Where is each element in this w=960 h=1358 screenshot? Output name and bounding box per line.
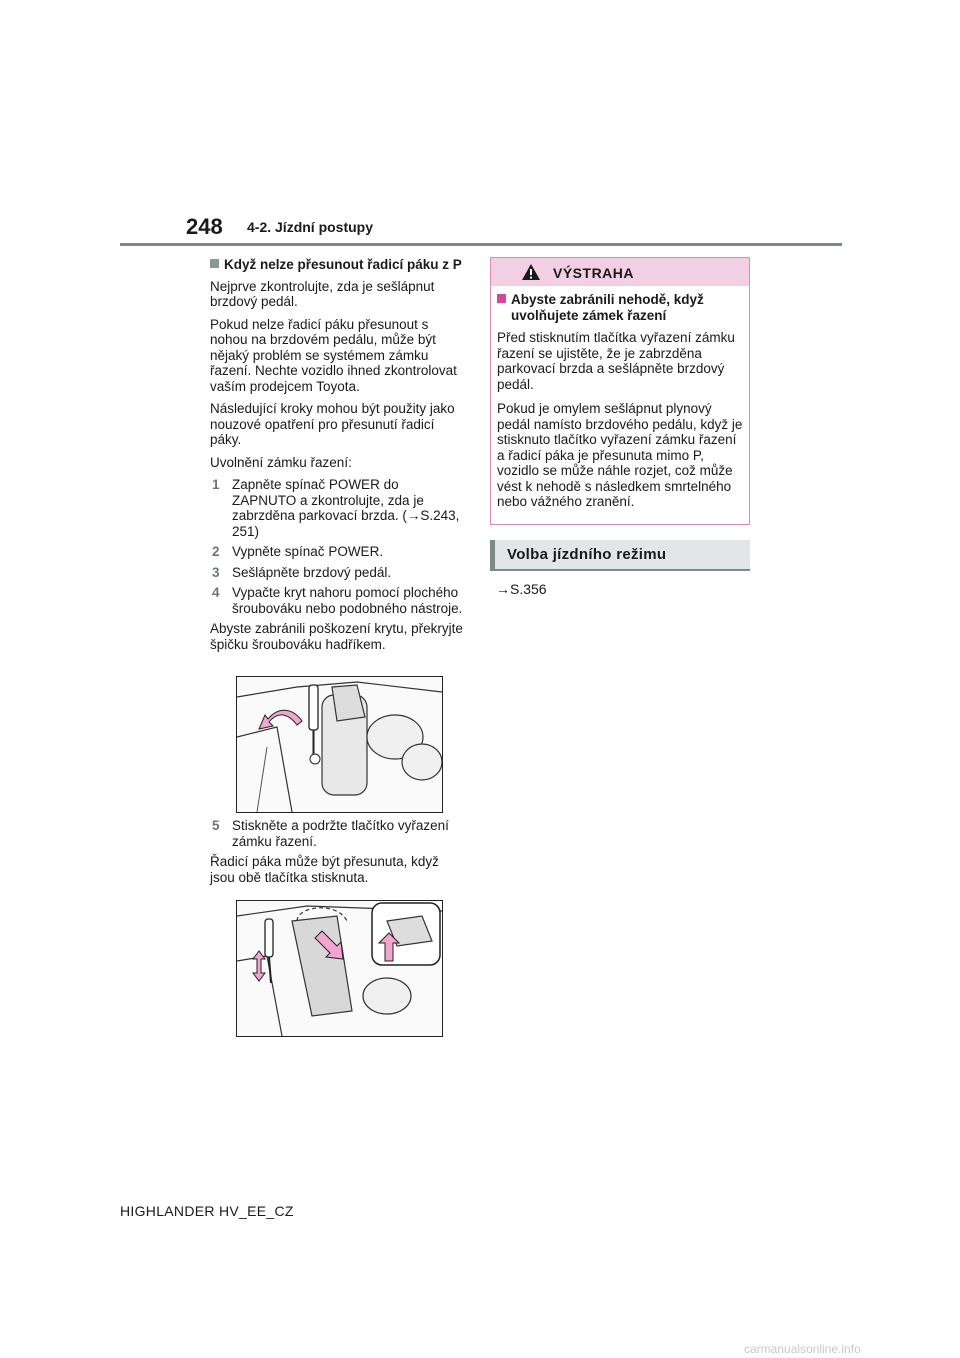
warning-body bbox=[491, 286, 749, 510]
bullet-square-icon bbox=[210, 259, 219, 268]
left-column-continued bbox=[210, 818, 465, 892]
left-column bbox=[210, 257, 465, 659]
paragraph: Nejprve zkontrolujte, zda je sešlápnut brzdový pedál. bbox=[210, 278, 435, 309]
paragraph: Řadicí páka může být přesunuta, když jsou obě tlačítka stisknuta. bbox=[210, 854, 439, 885]
step-4: 4 Vypačte kryt nahoru pomocí plochého šroubováku nebo podobného nástroje. bbox=[212, 585, 463, 616]
step-1: 1 Zapněte spínač POWER do ZAPNUTO a zkontrolujte, zda je zabrzděna parkovací brzda. (→S.243, 251) bbox=[212, 477, 460, 539]
step-5: 5 Stiskněte a podržte tlačítko vyřazení zámku řazení. bbox=[212, 818, 449, 849]
paragraph: Následující kroky mohou být použity jako nouzové opatření pro přesunutí řadicí páky. bbox=[210, 401, 455, 447]
warning-triangle-icon bbox=[521, 263, 541, 281]
bullet-square-icon bbox=[497, 294, 506, 303]
paragraph: Uvolnění zámku řazení: bbox=[210, 454, 352, 470]
header-rule bbox=[120, 243, 842, 246]
illustration-release-button bbox=[236, 900, 443, 1037]
subhead-shift-lever: Když nelze přesunout řadicí páku z P bbox=[210, 257, 465, 273]
illustration-screwdriver-cover bbox=[236, 676, 443, 813]
warning-paragraph: Před stisknutím tlačítka vyřazení zámku řazení se ujistěte, že je zabrzděna parkovací brzda a sešlápněte brzdový pedál. bbox=[497, 330, 735, 392]
section-heading: 4-2. Jízdní postupy bbox=[247, 219, 374, 235]
section-title-box bbox=[490, 540, 750, 571]
section-title: Volba jízdního režimu bbox=[507, 546, 667, 563]
warning-title: VÝSTRAHA bbox=[553, 265, 635, 281]
page-reference-link[interactable]: →S.356 bbox=[496, 581, 547, 597]
page-number: 248 bbox=[186, 214, 223, 239]
step-3: 3 Sešlápněte brzdový pedál. bbox=[212, 564, 392, 580]
paragraph: Abyste zabránili poškození krytu, překryjte špičku šroubováku hadříkem. bbox=[210, 621, 463, 652]
step-2: 2 Vypněte spínač POWER. bbox=[212, 544, 384, 559]
warning-box bbox=[490, 257, 750, 525]
paragraph: Pokud nelze řadicí páku přesunout s nohou na brzdovém pedálu, může být nějaký problém se systémem zámku řazení. Nechte vozidlo ihned zkontrolovat vaším prodejcem Toyota. bbox=[210, 316, 457, 394]
shift-lever-illustration bbox=[237, 901, 442, 1036]
console-illustration bbox=[237, 677, 442, 812]
warning-paragraph: Pokud je omylem sešlápnut plynový pedál namísto brzdového pedálu, když je stisknuto tlačítko vyřazení zámku řazení a řadicí páka je přesunuta mimo P, vozidlo se může náhle rozjet, což může vést k nehodě s následkem smrtelného nebo vážného zranění. bbox=[497, 401, 743, 509]
footer-model: HIGHLANDER HV_EE_CZ bbox=[120, 1203, 294, 1219]
warning-header bbox=[491, 258, 749, 286]
watermark: carmanualsonline.info bbox=[744, 1342, 861, 1356]
warning-subhead: Abyste zabránili nehodě, když uvolňujete zámek řazení bbox=[497, 292, 743, 323]
